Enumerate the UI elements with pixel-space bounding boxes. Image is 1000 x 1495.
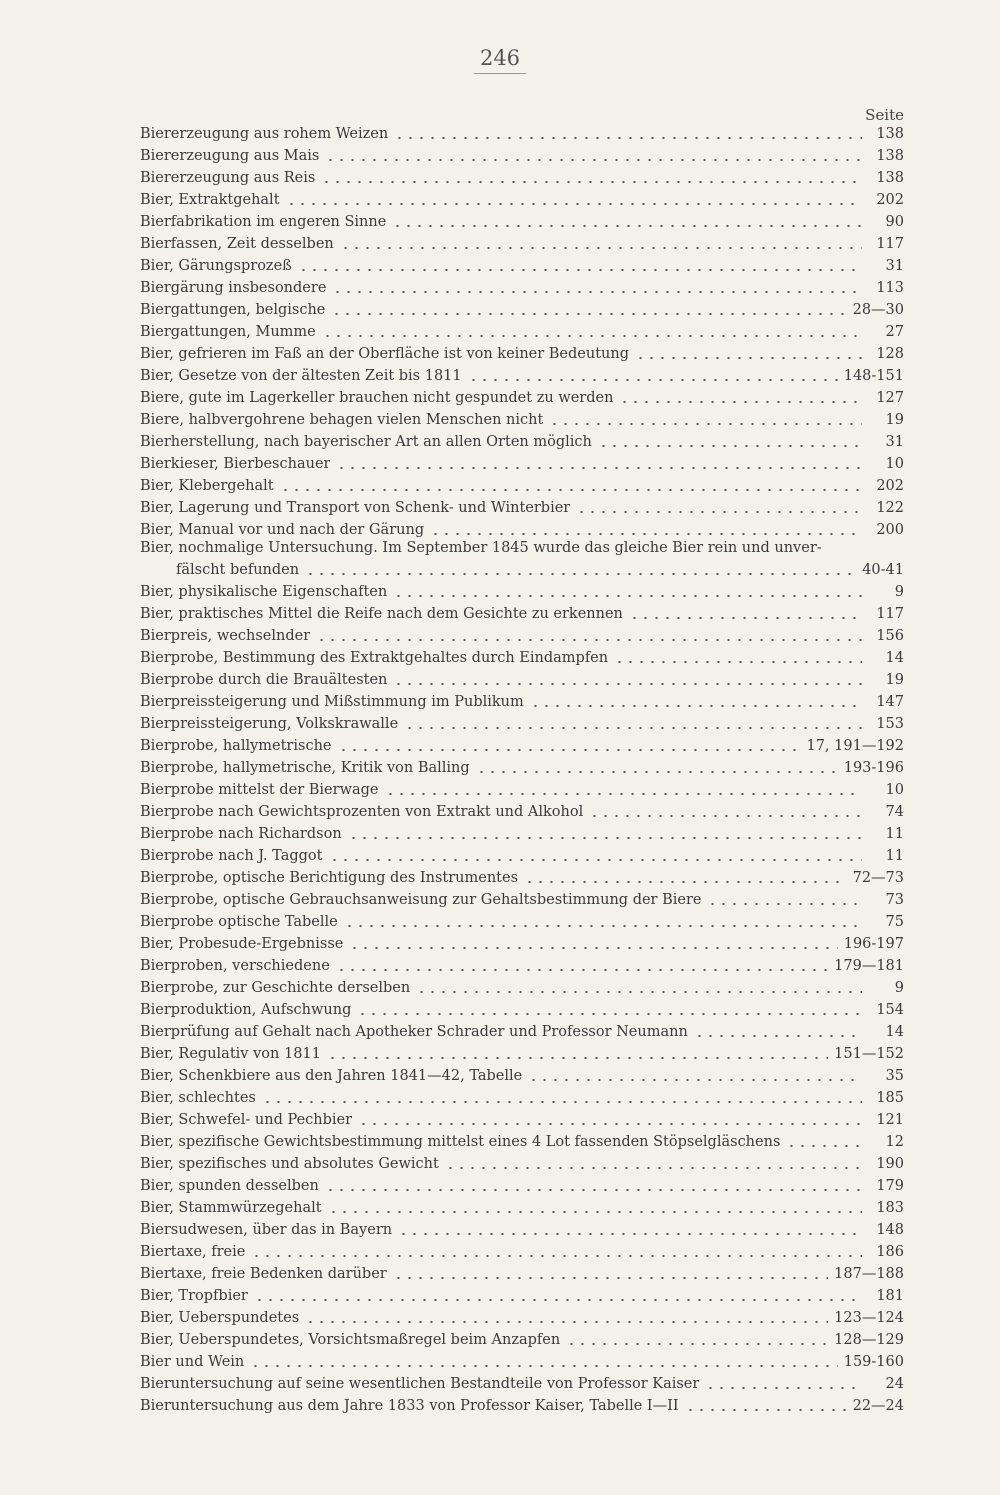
page-number-text: 246 xyxy=(474,46,526,74)
dot-leader xyxy=(528,1079,862,1081)
dot-leader xyxy=(629,617,862,619)
dot-leader xyxy=(349,947,837,949)
dot-leader xyxy=(468,379,838,381)
index-entry xyxy=(140,1394,904,1416)
entry-page: 156 xyxy=(876,628,904,644)
dot-leader xyxy=(476,771,838,773)
index-entry xyxy=(140,188,904,210)
dot-leader xyxy=(524,881,847,883)
entry-page: 151—152 xyxy=(834,1046,904,1062)
dot-leader xyxy=(250,1365,837,1367)
index-entry xyxy=(140,210,904,232)
entry-page: 74 xyxy=(885,804,904,820)
dot-leader xyxy=(445,1167,862,1169)
entry-label: Bier, Regulativ von 1811 xyxy=(140,1046,321,1062)
dot-leader xyxy=(707,903,862,905)
dot-leader xyxy=(619,401,862,403)
entry-page: 19 xyxy=(885,672,904,688)
index-entry xyxy=(140,624,904,646)
entry-page: 35 xyxy=(885,1068,904,1084)
entry-label: Biererzeugung aus rohem Weizen xyxy=(140,126,389,142)
dot-leader xyxy=(635,357,862,359)
entry-page: 10 xyxy=(885,456,904,472)
dot-leader xyxy=(305,573,856,575)
index-entry xyxy=(140,976,904,998)
entry-page: 27 xyxy=(885,324,904,340)
entry-page: 117 xyxy=(876,606,904,622)
entry-label: Bier, Stammwürzegehalt xyxy=(140,1200,322,1216)
index-entry xyxy=(140,232,904,254)
entry-label: Biertaxe, freie Bedenken darüber xyxy=(140,1266,387,1282)
dot-leader xyxy=(589,815,862,817)
entry-label: Bier, Manual vor und nach der Gärung xyxy=(140,522,425,538)
index-entry xyxy=(140,668,904,690)
entry-page: 179 xyxy=(876,1178,904,1194)
index-entry xyxy=(140,1086,904,1108)
entry-page: 128 xyxy=(876,346,904,362)
index-entry xyxy=(140,932,904,954)
dot-leader xyxy=(328,1211,862,1213)
entry-page: 14 xyxy=(885,1024,904,1040)
column-header-seite: Seite xyxy=(865,106,904,124)
index-entry xyxy=(140,888,904,910)
entry-label: Bierprobe mittelst der Bierwage xyxy=(140,782,379,798)
entry-label: Bierprobe, zur Geschichte derselben xyxy=(140,980,411,996)
entry-label: Bier, Schwefel- und Pechbier xyxy=(140,1112,353,1128)
entry-label: Bierprobe, Bestimmung des Extraktgehaltes durch Eindampfen xyxy=(140,650,609,666)
index-entry xyxy=(140,646,904,668)
index-entry xyxy=(140,822,904,844)
index-entry xyxy=(140,1064,904,1086)
entry-page: 138 xyxy=(876,170,904,186)
index-entry xyxy=(140,1042,904,1064)
entry-page: 73 xyxy=(885,892,904,908)
entry-page: 148 xyxy=(876,1222,904,1238)
entry-label: Bierkieser, Bierbeschauer xyxy=(140,456,331,472)
dot-leader xyxy=(614,661,862,663)
entry-label: Bierprobe, hallymetrische, Kritik von Balling xyxy=(140,760,470,776)
entry-label: Bier, Ueberspundetes, Vorsichtsmaßregel beim Anzapfen xyxy=(140,1332,561,1348)
entry-label: Bierherstellung, nach bayerischer Art an allen Orten möglich xyxy=(140,434,592,450)
entry-page: 181 xyxy=(876,1288,904,1304)
entry-page: 148-151 xyxy=(843,368,904,384)
index-entry xyxy=(140,496,904,518)
dot-leader xyxy=(325,1189,862,1191)
entry-page: 31 xyxy=(885,258,904,274)
entry-label: Bierprobe durch die Brauältesten xyxy=(140,672,388,688)
entry-label: Biererzeugung aus Mais xyxy=(140,148,320,164)
entry-page: 22—24 xyxy=(852,1398,904,1414)
entry-page: 154 xyxy=(876,1002,904,1018)
index-entry xyxy=(140,540,904,558)
index-entry xyxy=(140,558,904,580)
index-entry xyxy=(140,364,904,386)
dot-leader xyxy=(598,445,862,447)
entry-page: 113 xyxy=(876,280,904,296)
index-entry xyxy=(140,580,904,602)
entry-label: Biersudwesen, über das in Bayern xyxy=(140,1222,393,1238)
entry-label: Bier, praktisches Mittel die Reife nach dem Gesichte zu erkennen xyxy=(140,606,623,622)
index-entry xyxy=(140,1130,904,1152)
entry-label: Bier, Ueberspundetes xyxy=(140,1310,300,1326)
dot-leader xyxy=(549,423,862,425)
dot-leader xyxy=(331,313,846,315)
entry-label: Bierfabrikation im engeren Sinne xyxy=(140,214,387,230)
index-entry xyxy=(140,734,904,756)
dot-leader xyxy=(430,533,862,535)
index-entry xyxy=(140,122,904,144)
index-entry xyxy=(140,954,904,976)
index-entry xyxy=(140,1284,904,1306)
dot-leader xyxy=(251,1255,862,1257)
index-entry xyxy=(140,1262,904,1284)
entry-label: Bier, nochmalige Untersuchung. Im September 1845 wurde das gleiche Bier rein und unver- xyxy=(140,540,822,556)
entry-label: Bierprobe, hallymetrische xyxy=(140,738,332,754)
entry-page: 121 xyxy=(876,1112,904,1128)
dot-leader xyxy=(393,1277,828,1279)
dot-leader xyxy=(398,1233,862,1235)
entry-label: Bieruntersuchung auf seine wesentlichen Bestandteile von Professor Kaiser xyxy=(140,1376,700,1392)
dot-leader xyxy=(357,1013,862,1015)
entry-label: Bieruntersuchung aus dem Jahre 1833 von Professor Kaiser, Tabelle I—II xyxy=(140,1398,679,1414)
index-entry xyxy=(140,1350,904,1372)
dot-leader xyxy=(325,159,862,161)
entry-label: Bierprobe nach J. Taggot xyxy=(140,848,323,864)
entry-label: Bierprobe nach Gewichtsprozenten von Extrakt und Alkohol xyxy=(140,804,584,820)
entry-label: Bierprüfung auf Gehalt nach Apotheker Schrader und Professor Neumann xyxy=(140,1024,688,1040)
entry-label: Bier, Schenkbiere aus den Jahren 1841—42, Tabelle xyxy=(140,1068,523,1084)
entry-label: Bier, Probesude-Ergebnisse xyxy=(140,936,344,952)
entry-page: 179—181 xyxy=(834,958,904,974)
dot-leader xyxy=(321,181,862,183)
entry-label: Bierprobe, optische Gebrauchsanweisung zur Gehaltsbestimmung der Biere xyxy=(140,892,702,908)
entry-page: 187—188 xyxy=(834,1266,904,1282)
entry-label: Biergattungen, belgische xyxy=(140,302,326,318)
index-entry xyxy=(140,408,904,430)
entry-page: 123—124 xyxy=(834,1310,904,1326)
entry-page: 11 xyxy=(885,826,904,842)
entry-label: Bier, gefrieren im Faß an der Oberfläche ist von keiner Bedeutung xyxy=(140,346,629,362)
dot-leader xyxy=(348,837,862,839)
entry-label: Bierproben, verschiedene xyxy=(140,958,330,974)
index-entry xyxy=(140,276,904,298)
entry-page: 72—73 xyxy=(852,870,904,886)
index-entry xyxy=(140,254,904,276)
entry-page: 193-196 xyxy=(843,760,904,776)
entry-label: Bierfassen, Zeit desselben xyxy=(140,236,334,252)
entry-page: 40-41 xyxy=(862,562,904,578)
index-entry xyxy=(140,844,904,866)
entry-page: 75 xyxy=(885,914,904,930)
dot-leader xyxy=(694,1035,862,1037)
index-entry xyxy=(140,1218,904,1240)
index-entry xyxy=(140,1152,904,1174)
dot-leader xyxy=(393,683,862,685)
entry-page: 159-160 xyxy=(843,1354,904,1370)
index-entry xyxy=(140,342,904,364)
entry-label: Bier, spunden desselben xyxy=(140,1178,319,1194)
entry-label: Bier, spezifisches und absolutes Gewicht xyxy=(140,1156,439,1172)
entry-label: Bier, Lagerung und Transport von Schenk- und Winterbier xyxy=(140,500,571,516)
entry-label: Biergärung insbesondere xyxy=(140,280,327,296)
entry-label: Bier, Gesetze von der ältesten Zeit bis 1811 xyxy=(140,368,462,384)
index-entry xyxy=(140,690,904,712)
entry-page: 185 xyxy=(876,1090,904,1106)
index-entry xyxy=(140,778,904,800)
dot-leader xyxy=(786,1145,862,1147)
entry-page: 183 xyxy=(876,1200,904,1216)
entry-page: 90 xyxy=(885,214,904,230)
entry-page: 127 xyxy=(876,390,904,406)
entry-page: 202 xyxy=(876,192,904,208)
index-entry xyxy=(140,910,904,932)
dot-leader xyxy=(705,1387,862,1389)
entry-page: 11 xyxy=(885,848,904,864)
entry-page: 9 xyxy=(894,584,904,600)
entry-page: 196-197 xyxy=(843,936,904,952)
dot-leader xyxy=(336,467,862,469)
index-entry xyxy=(140,430,904,452)
index-entry xyxy=(140,1240,904,1262)
entry-page: 122 xyxy=(876,500,904,516)
index-entry xyxy=(140,712,904,734)
dot-leader xyxy=(262,1101,862,1103)
dot-leader xyxy=(576,511,862,513)
dot-leader xyxy=(385,793,863,795)
entry-label: Bierprobe, optische Berichtigung des Instrumentes xyxy=(140,870,519,886)
index-entry xyxy=(140,1174,904,1196)
index-entry xyxy=(140,452,904,474)
dot-leader xyxy=(280,489,862,491)
entry-page: 117 xyxy=(876,236,904,252)
dot-leader xyxy=(392,225,862,227)
entry-label: Bier und Wein xyxy=(140,1354,245,1370)
index-entry xyxy=(140,518,904,540)
index-entry xyxy=(140,1020,904,1042)
entry-label: Bier, physikalische Eigenschaften xyxy=(140,584,388,600)
entry-label: Bier, spezifische Gewichtsbestimmung mittelst eines 4 Lot fassenden Stöpselgläschens xyxy=(140,1134,781,1150)
entry-page: 9 xyxy=(894,980,904,996)
index-entry xyxy=(140,144,904,166)
dot-leader xyxy=(416,991,862,993)
entry-label: Bier, Gärungsprozeß xyxy=(140,258,292,274)
dot-leader xyxy=(286,203,862,205)
dot-leader xyxy=(394,137,862,139)
index-entry xyxy=(140,998,904,1020)
entry-label: Bierprobe nach Richardson xyxy=(140,826,342,842)
entry-page: 19 xyxy=(885,412,904,428)
dot-leader xyxy=(685,1409,847,1411)
entry-page: 186 xyxy=(876,1244,904,1260)
index-entry xyxy=(140,166,904,188)
entry-page: 31 xyxy=(885,434,904,450)
entry-label: Bier, Klebergehalt xyxy=(140,478,274,494)
entry-label: Biertaxe, freie xyxy=(140,1244,246,1260)
entry-page: 14 xyxy=(885,650,904,666)
entry-label: Bierprobe optische Tabelle xyxy=(140,914,338,930)
dot-leader xyxy=(254,1299,862,1301)
dot-leader xyxy=(530,705,862,707)
entry-page: 200 xyxy=(876,522,904,538)
entry-label: fälscht befunden xyxy=(176,562,300,578)
entry-page: 24 xyxy=(885,1376,904,1392)
dot-leader xyxy=(344,925,862,927)
index-entry xyxy=(140,800,904,822)
entry-page: 202 xyxy=(876,478,904,494)
index-entries xyxy=(140,122,904,1416)
dot-leader xyxy=(404,727,862,729)
dot-leader xyxy=(338,749,801,751)
entry-label: Bierproduktion, Aufschwung xyxy=(140,1002,352,1018)
dot-leader xyxy=(393,595,862,597)
entry-label: Bier, schlechtes xyxy=(140,1090,256,1106)
dot-leader xyxy=(340,247,862,249)
entry-page: 10 xyxy=(885,782,904,798)
entry-label: Biergattungen, Mumme xyxy=(140,324,316,340)
index-entry xyxy=(140,866,904,888)
index-entry xyxy=(140,320,904,342)
dot-leader xyxy=(336,969,828,971)
index-entry xyxy=(140,1108,904,1130)
entry-page: 147 xyxy=(876,694,904,710)
dot-leader xyxy=(332,291,862,293)
index-entry xyxy=(140,474,904,496)
entry-label: Bierpreis, wechselnder xyxy=(140,628,311,644)
entry-page: 17, 191—192 xyxy=(806,738,904,754)
page-number xyxy=(0,46,1000,74)
entry-label: Bier, Extraktgehalt xyxy=(140,192,280,208)
entry-label: Bier, Tropfbier xyxy=(140,1288,248,1304)
index-entry xyxy=(140,298,904,320)
entry-page: 28—30 xyxy=(852,302,904,318)
entry-label: Bierpreissteigerung, Volkskrawalle xyxy=(140,716,399,732)
entry-label: Bierpreissteigerung und Mißstimmung im Publikum xyxy=(140,694,524,710)
entry-page: 190 xyxy=(876,1156,904,1172)
dot-leader xyxy=(566,1343,828,1345)
entry-label: Biere, gute im Lagerkeller brauchen nicht gespundet zu werden xyxy=(140,390,614,406)
dot-leader xyxy=(327,1057,828,1059)
index-entry xyxy=(140,1196,904,1218)
entry-page: 128—129 xyxy=(834,1332,904,1348)
index-entry xyxy=(140,1306,904,1328)
entry-page: 153 xyxy=(876,716,904,732)
index-entry xyxy=(140,1372,904,1394)
index-entry xyxy=(140,602,904,624)
dot-leader xyxy=(329,859,863,861)
entry-page: 138 xyxy=(876,126,904,142)
dot-leader xyxy=(322,335,862,337)
index-entry xyxy=(140,756,904,778)
entry-page: 12 xyxy=(885,1134,904,1150)
entry-label: Biere, halbvergohrene behagen vielen Menschen nicht xyxy=(140,412,544,428)
entry-page: 138 xyxy=(876,148,904,164)
entry-label: Biererzeugung aus Reis xyxy=(140,170,316,186)
dot-leader xyxy=(305,1321,828,1323)
index-entry xyxy=(140,386,904,408)
index-entry xyxy=(140,1328,904,1350)
dot-leader xyxy=(358,1123,862,1125)
dot-leader xyxy=(316,639,862,641)
dot-leader xyxy=(298,269,862,271)
